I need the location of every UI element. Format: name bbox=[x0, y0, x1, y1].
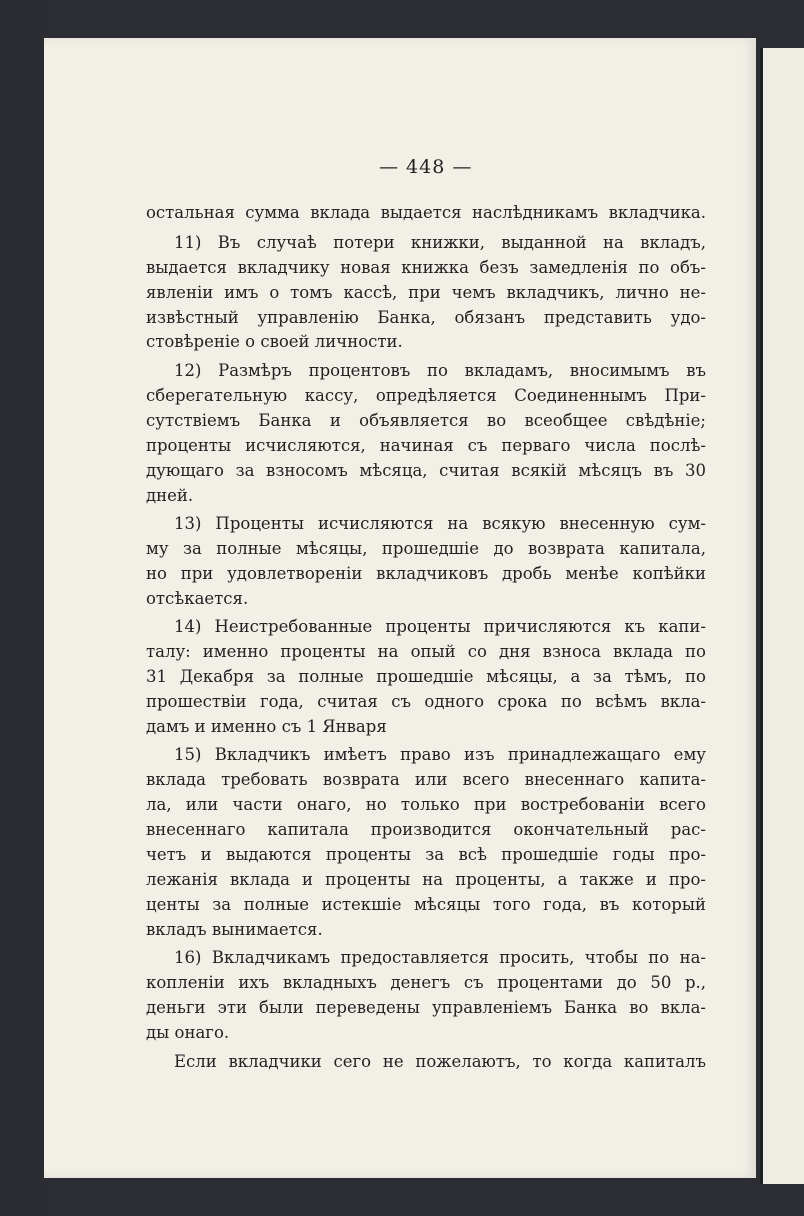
text-line: но при удовлетвореніи вкладчиковъ дробь менѣе копѣйки bbox=[146, 564, 706, 583]
text-line: остальная сумма вклада выдается наслѣдникамъ вкладчика. bbox=[146, 203, 706, 222]
text-line: му за полные мѣсяцы, прошедшіе до возврата капитала, bbox=[146, 539, 706, 558]
text-line: извѣстный управленію Банка, обязанъ представить удо- bbox=[146, 308, 706, 327]
text-line: центы за полные истекшіе мѣсяцы того года, въ который bbox=[146, 895, 706, 914]
text-line: вкладъ вынимается. bbox=[146, 920, 323, 939]
text-line: талу: именно проценты на опый со дня взноса вклада по bbox=[146, 642, 706, 661]
text-line: лежанія вклада и проценты на проценты, а также и про- bbox=[146, 870, 706, 889]
text-line: ла, или части онаго, но только при востребованіи всего bbox=[146, 795, 706, 814]
text-line: 15) Вкладчикъ имѣетъ право изъ принадлежащаго ему bbox=[174, 745, 706, 764]
text-line: вклада требовать возврата или всего внесеннаго капита- bbox=[146, 770, 706, 789]
text-line: проценты исчисляются, начиная съ перваго числа послѣ- bbox=[146, 436, 706, 455]
page-number: — 448 — bbox=[379, 156, 473, 178]
text-line: ды онаго. bbox=[146, 1023, 230, 1042]
text-line: 31 Декабря за полные прошедшіе мѣсяцы, а за тѣмъ, по bbox=[146, 667, 706, 686]
text-line: 11) Въ случаѣ потери книжки, выданной на вкладъ, bbox=[174, 233, 706, 252]
text-line: отсѣкается. bbox=[146, 589, 249, 608]
text-line: дующаго за взносомъ мѣсяца, считая всякій мѣсяцъ въ 30 bbox=[146, 461, 706, 480]
text-line: деньги эти были переведены управленіемъ Банка во вкла- bbox=[146, 998, 706, 1017]
text-line: 13) Проценты исчисляются на всякую внесенную сум- bbox=[174, 514, 706, 533]
text-line: дней. bbox=[146, 486, 194, 505]
text-line: внесеннаго капитала производится окончательный рас- bbox=[146, 820, 706, 839]
book-page bbox=[44, 38, 756, 1178]
text-line: сутствіемъ Банка и объявляется во всеобщее свѣдѣніе; bbox=[146, 411, 706, 430]
adjacent-page-edge bbox=[760, 48, 804, 1184]
text-line: выдается вкладчику новая книжка безъ замедленія по объ- bbox=[146, 258, 706, 277]
text-line: явленіи имъ о томъ кассѣ, при чемъ вкладчикъ, лично не- bbox=[146, 283, 706, 302]
text-line: дамъ и именно съ 1 Января bbox=[146, 717, 387, 736]
text-line: сберегательную кассу, опредѣляется Соединеннымъ При- bbox=[146, 386, 706, 405]
text-line: четъ и выдаются проценты за всѣ прошедшіе годы про- bbox=[146, 845, 706, 864]
text-line: 12) Размѣръ процентовъ по вкладамъ, вносимымъ въ bbox=[174, 361, 706, 380]
scan-background bbox=[0, 0, 44, 1216]
text-line: 14) Неистребованные проценты причисляются къ капи- bbox=[174, 617, 706, 636]
text-line: 16) Вкладчикамъ предоставляется просить, чтобы по на- bbox=[174, 948, 706, 967]
text-line: прошествіи года, считая съ одного срока по всѣмъ вкла- bbox=[146, 692, 706, 711]
text-line: копленіи ихъ вкладныхъ денегъ съ процентами до 50 р., bbox=[146, 973, 706, 992]
text-line: Если вкладчики сего не пожелаютъ, то когда капиталъ bbox=[174, 1052, 706, 1071]
text-line: стовѣреніе о своей личности. bbox=[146, 332, 403, 351]
